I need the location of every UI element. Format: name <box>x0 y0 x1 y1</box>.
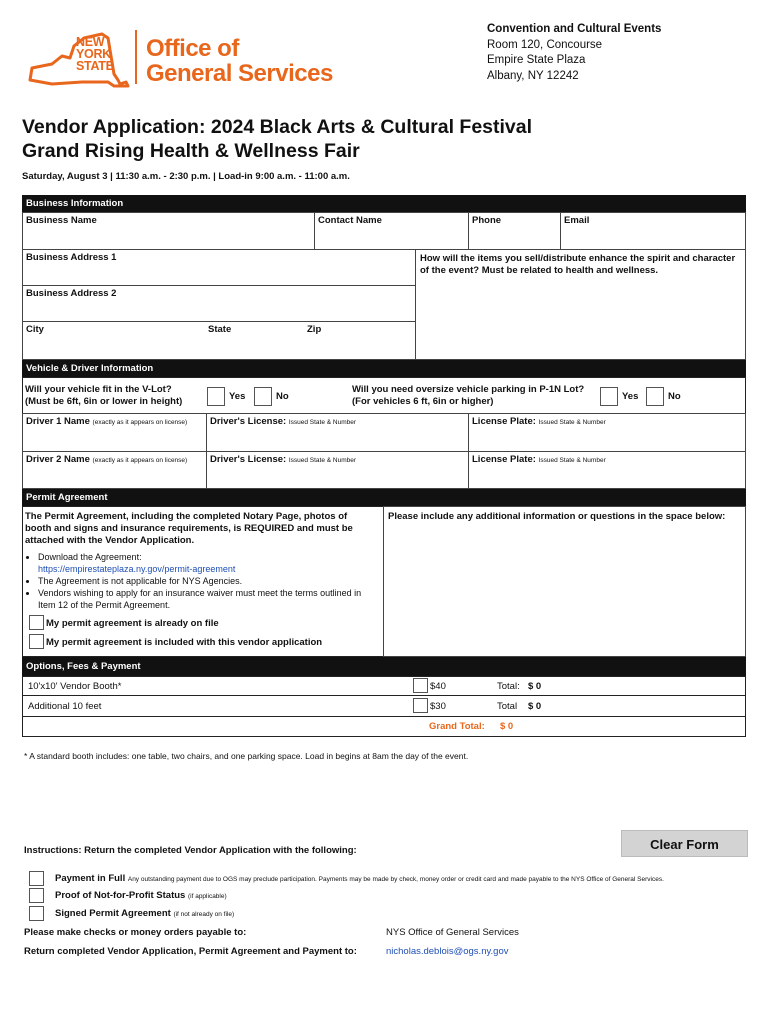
fees-header: Options, Fees & Payment <box>22 657 746 676</box>
payable-to-label: Please make checks or money orders payable to: <box>24 927 247 938</box>
additional-total-value: $ 0 <box>528 701 542 712</box>
city-label: City <box>26 324 44 335</box>
booth-footnote: * A standard booth includes: one table, two chairs, and one parking space. Load in begins at 8am the day of the event. <box>24 751 469 761</box>
fees-row-additional <box>22 695 746 717</box>
business-name-label: Business Name <box>26 215 97 226</box>
driver2-plate-label: License Plate: <box>472 454 536 465</box>
driver2-label: Driver 2 Name <box>26 454 90 465</box>
email-label: Email <box>564 215 590 226</box>
business-address1-label: Business Address 1 <box>26 252 117 263</box>
driver2-note: (exactly as it appears on license) <box>92 457 188 464</box>
permit-included-label: My permit agreement is included with this vendor application <box>46 637 323 648</box>
business-info-header: Business Information <box>22 195 746 212</box>
grand-total-label: Grand Total: <box>429 721 485 732</box>
phone-field[interactable] <box>468 212 561 250</box>
logo-york: YORK <box>76 47 111 61</box>
email-field[interactable] <box>560 212 746 250</box>
driver2-plate-field[interactable] <box>468 451 746 489</box>
driver2-plate-note: Issued State & Number <box>538 457 606 464</box>
permit-bullet-download <box>38 551 374 575</box>
contact-name-label: Contact Name <box>318 215 382 226</box>
payment-full-note: Any outstanding payment due to OGS may preclude participation. Payments may be made by check, money order or credit card and made payable to the NYS Office of General Services. <box>127 876 664 883</box>
driver1-plate-label: License Plate: <box>472 416 536 427</box>
business-address2-label: Business Address 2 <box>26 288 117 299</box>
vlot-yes-label: Yes <box>229 391 246 402</box>
oversize-no-checkbox[interactable] <box>646 387 664 406</box>
logo-divider <box>135 30 137 84</box>
vehicle-info-header: Vehicle & Driver Information <box>22 360 746 377</box>
signed-permit-label: Signed Permit Agreement <box>55 908 171 919</box>
payment-full-item <box>55 873 755 884</box>
permit-on-file-checkbox[interactable] <box>29 615 44 630</box>
booth-price: $40 <box>430 681 446 692</box>
clear-form-button[interactable]: Clear Form <box>621 830 748 857</box>
driver1-label: Driver 1 Name <box>26 416 90 427</box>
fees-row-booth <box>22 676 746 696</box>
zip-label: Zip <box>307 324 322 335</box>
signed-permit-note: (if not already on file) <box>173 911 235 918</box>
additional-label: Additional 10 feet <box>28 701 102 712</box>
city-field[interactable] <box>22 321 416 360</box>
oversize-question <box>352 384 584 408</box>
address-block <box>487 22 661 84</box>
nonprofit-label: Proof of Not-for-Profit Status <box>55 890 186 901</box>
permit-bullet-waiver: • Vendors wishing to apply for an insurance waiver must meet the terms outlined in Item 12 of the Permit Agreement. <box>38 587 374 611</box>
grand-total-value: $ 0 <box>500 721 514 732</box>
oversize-yes-label: Yes <box>622 391 639 402</box>
phone-label: Phone <box>472 215 502 226</box>
title-line1: Vendor Application: 2024 Black Arts & Cultural Festival <box>22 116 533 138</box>
nys-logo <box>22 28 342 88</box>
vlot-yes-checkbox[interactable] <box>207 387 225 406</box>
booth-total-value: $ 0 <box>528 681 542 692</box>
signed-permit-item <box>55 908 234 919</box>
booth-label: 10'x10' Vendor Booth* <box>28 681 122 692</box>
logo-new: NEW <box>76 35 105 49</box>
additional-total-label: Total <box>497 701 518 712</box>
permit-bullets <box>24 551 374 611</box>
event-subtitle: Saturday, August 3 | 11:30 a.m. - 2:30 p.m. | Load-in 9:00 a.m. - 11:00 a.m. <box>22 171 350 182</box>
vlot-question-line2: (Must be 6ft, 6in or lower in height) <box>25 396 183 407</box>
signed-permit-checkbox[interactable] <box>29 906 44 921</box>
address-city: Albany, NY 12242 <box>487 69 579 82</box>
driver2-license-note: Issued State & Number <box>288 457 357 464</box>
driver1-plate-note: Issued State & Number <box>538 419 606 426</box>
permit-included-checkbox[interactable] <box>29 634 44 649</box>
nonprofit-checkbox[interactable] <box>29 888 44 903</box>
business-address2-field[interactable] <box>22 285 416 322</box>
additional-checkbox[interactable] <box>413 698 428 713</box>
permit-agreement-link[interactable]: https://empirestateplaza.ny.gov/permit-agreement <box>38 564 236 574</box>
permit-paragraph: The Permit Agreement, including the completed Notary Page, photos of booth and signs and insurance requirements, is REQUIRED and must be attached with the Vendor Application. <box>25 511 353 546</box>
page-title <box>22 115 532 163</box>
payment-full-checkbox[interactable] <box>29 871 44 886</box>
vlot-no-checkbox[interactable] <box>254 387 272 406</box>
booth-total-label: Total: <box>497 681 520 692</box>
nonprofit-item <box>55 890 227 901</box>
contact-name-field[interactable] <box>314 212 469 250</box>
return-to-label: Return completed Vendor Application, Permit Agreement and Payment to: <box>24 946 357 957</box>
title-line2: Grand Rising Health & Wellness Fair <box>22 140 360 162</box>
return-email-link[interactable]: nicholas.deblois@ogs.ny.gov <box>386 946 509 957</box>
vlot-question <box>25 384 182 408</box>
address-dept: Convention and Cultural Events <box>487 23 662 35</box>
logo-general-services: General Services <box>146 60 333 87</box>
additional-info-label: Please include any additional information or questions in the space below: <box>388 511 726 522</box>
permit-agreement-header: Permit Agreement <box>22 489 746 506</box>
additional-price: $30 <box>430 701 446 712</box>
address-plaza: Empire State Plaza <box>487 54 586 66</box>
driver1-license-note: Issued State & Number <box>288 419 357 426</box>
nonprofit-note: (if applicable) <box>187 893 227 900</box>
booth-checkbox[interactable] <box>413 678 428 693</box>
instructions-heading: Instructions: Return the completed Vendor Application with the following: <box>24 845 357 856</box>
permit-bullet1-text: Download the Agreement: <box>38 552 142 562</box>
fees-row-grand <box>22 716 746 737</box>
permit-on-file-label: My permit agreement is already on file <box>46 618 219 629</box>
driver2-license-field[interactable] <box>206 451 469 489</box>
enhance-spirit-question: How will the items you sell/distribute enhance the spirit and character of the event? Must be related to health and wellness. <box>420 253 736 276</box>
vlot-question-line1: Will your vehicle fit in the V-Lot? <box>25 384 172 395</box>
payment-full-label: Payment in Full <box>55 873 126 884</box>
driver1-note: (exactly as it appears on license) <box>92 419 188 426</box>
driver2-name-field[interactable] <box>22 451 207 489</box>
driver1-license-field[interactable] <box>206 413 469 452</box>
oversize-no-label: No <box>668 391 681 402</box>
address-room: Room 120, Concourse <box>487 38 603 51</box>
state-label: State <box>208 324 232 335</box>
oversize-question-line2: (For vehicles 6 ft, 6in or higher) <box>352 396 494 407</box>
driver2-license-label: Driver's License: <box>210 454 287 465</box>
business-address1-field[interactable] <box>22 249 416 286</box>
business-name-field[interactable] <box>22 212 315 250</box>
oversize-yes-checkbox[interactable] <box>600 387 618 406</box>
enhance-spirit-field[interactable] <box>415 249 746 360</box>
logo-state: STATE <box>76 59 114 73</box>
driver1-plate-field[interactable] <box>468 413 746 452</box>
permit-bullet-nys: • The Agreement is not applicable for NYS Agencies. <box>38 575 374 587</box>
additional-info-field[interactable] <box>383 506 746 657</box>
logo-office-of: Office of <box>146 35 239 62</box>
driver1-license-label: Driver's License: <box>210 416 287 427</box>
oversize-question-line1: Will you need oversize vehicle parking in P-1N Lot? <box>352 384 585 395</box>
payable-to-value: NYS Office of General Services <box>386 927 519 938</box>
vlot-no-label: No <box>276 391 289 402</box>
driver1-name-field[interactable] <box>22 413 207 452</box>
